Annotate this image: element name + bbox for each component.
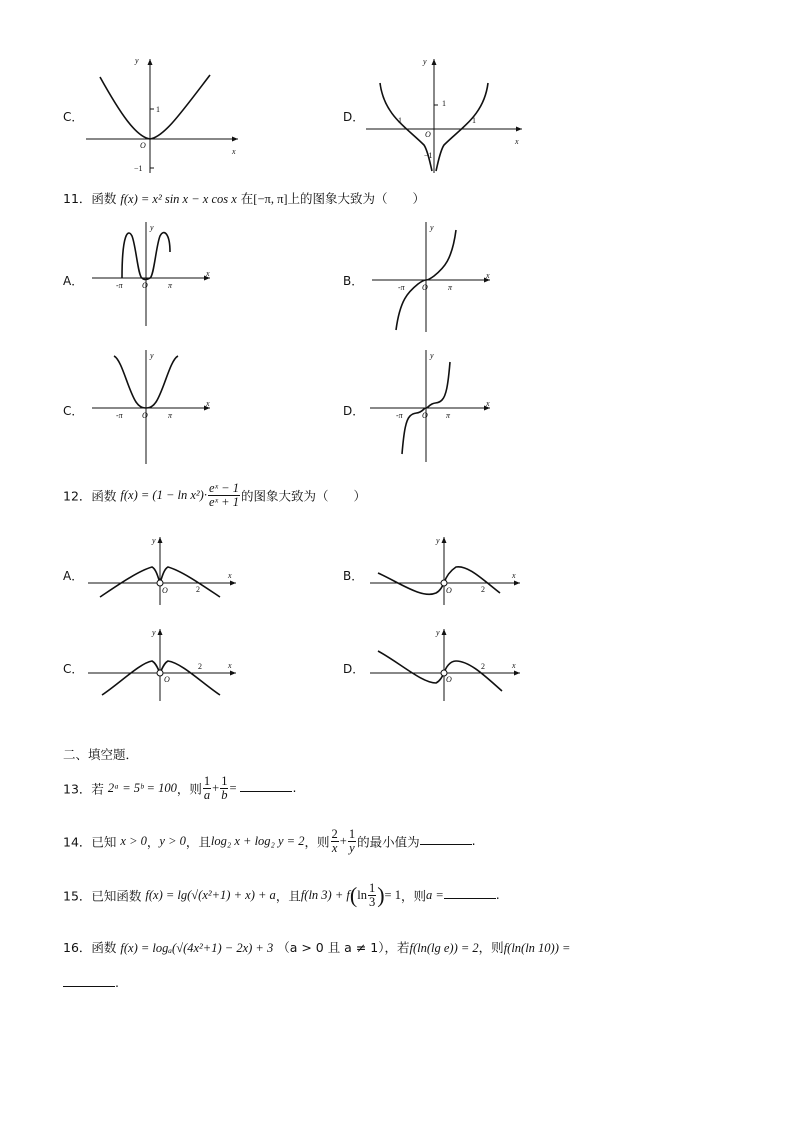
- q13-condition: 2ᵃ = 5ᵇ = 100: [107, 781, 177, 795]
- q15: 15．已知函数 f(x) = lg(√(x²+1) + x) + a，且f(ln 3) + f(ln $\frac{1}{3}$ )= 1，则a = .: [63, 881, 500, 909]
- svg-text:x: x: [206, 399, 210, 408]
- svg-text:O: O: [142, 411, 148, 420]
- svg-text:y: y: [152, 628, 156, 637]
- tick-1-x: 1: [472, 116, 476, 125]
- svg-text:x: x: [486, 399, 490, 408]
- q16-answer-line: .: [63, 975, 119, 990]
- tick-neg1: −1: [134, 164, 143, 173]
- graph-q10-d: [366, 55, 526, 175]
- svg-text:O: O: [422, 283, 428, 292]
- origin-label: O: [425, 130, 431, 139]
- graph-q11-d: [370, 350, 495, 465]
- q16-answer-blank[interactable]: [63, 976, 115, 987]
- graph-q11-b: [372, 222, 497, 334]
- curve-left: [378, 651, 444, 683]
- svg-text:y: y: [150, 223, 154, 232]
- q14-condition: log₂ x + log₂ y = 2: [210, 834, 305, 848]
- q12-option-c-label: C．: [63, 662, 84, 676]
- svg-text:x: x: [512, 571, 516, 580]
- hole-marker: [441, 670, 447, 676]
- svg-text:x: x: [512, 661, 516, 670]
- q12-option-a-label: A．: [63, 569, 84, 583]
- svg-text:x: x: [206, 269, 210, 278]
- q11-option-c-label: C．: [63, 404, 84, 418]
- x-label: x: [232, 147, 236, 156]
- q13-answer-blank[interactable]: [240, 781, 292, 792]
- tick-neg1-x: 1: [398, 116, 402, 125]
- graph-q11-a: [92, 222, 217, 330]
- svg-text:O: O: [422, 411, 428, 420]
- svg-text:y: y: [152, 536, 156, 545]
- svg-text:O: O: [164, 675, 170, 684]
- svg-text:x: x: [486, 271, 490, 280]
- q15-answer-blank[interactable]: [444, 888, 496, 899]
- curve-right: [160, 567, 220, 597]
- svg-text:2: 2: [481, 585, 485, 594]
- graph-q12-b: [370, 535, 530, 607]
- q14: 14．已知 x > 0，y > 0，且log₂ x + log₂ y = 2，则 $\frac{2}{x}$ + $\frac{1}{y}$ 的最小值为 .: [63, 827, 476, 855]
- svg-text:O: O: [446, 586, 452, 595]
- x-label: x: [515, 137, 519, 146]
- q12-func: f(x) = (1 − ln x²)·: [120, 488, 207, 502]
- option-c-label: C．: [63, 110, 84, 124]
- curve-left: [100, 567, 160, 597]
- y-label: y: [423, 57, 427, 66]
- y-label: y: [135, 56, 139, 65]
- q12-option-d-label: D．: [343, 662, 365, 676]
- q16-condition: （a > 0 且 a ≠ 1）: [277, 940, 385, 955]
- svg-text:π: π: [446, 411, 451, 420]
- section-heading: 二、填空题．: [63, 747, 139, 762]
- svg-text:2: 2: [198, 662, 202, 671]
- svg-text:π: π: [448, 283, 453, 292]
- svg-text:π: π: [168, 411, 173, 420]
- hole-marker: [157, 580, 163, 586]
- q12-stem: 12．函数 f(x) = (1 − ln x²)· $\frac{\text{eˣ − 1}}{\text{eˣ + 1}}$ 的图象大致为（ ）: [63, 481, 366, 509]
- curve: [100, 75, 210, 139]
- svg-text:2: 2: [481, 662, 485, 671]
- q16-func: f(x) = logₐ(√(4x²+1) − 2x) + 3: [120, 941, 274, 955]
- graph-q12-a: [88, 535, 248, 607]
- svg-text:2: 2: [196, 585, 200, 594]
- q14-answer-blank[interactable]: [420, 834, 472, 845]
- q11-option-b-label: B．: [343, 274, 364, 288]
- svg-text:y: y: [150, 351, 154, 360]
- tick-neg1: −1: [424, 151, 433, 160]
- svg-text:-π: -π: [398, 283, 405, 292]
- q11-option-d-label: D．: [343, 404, 365, 418]
- svg-text:-π: -π: [396, 411, 403, 420]
- svg-text:x: x: [228, 571, 232, 580]
- curve-right: [444, 661, 502, 691]
- svg-text:y: y: [430, 351, 434, 360]
- q16: 16．函数 f(x) = logₐ(√(4x²+1) − 2x) + 3 （a > 0 且 a ≠ 1），若f(ln(lg e)) = 2，则f(ln(ln 10)) =: [63, 940, 571, 955]
- graph-q12-d: [370, 625, 530, 705]
- q11-stem: 11．函数 f(x) = x² sin x − x cos x 在[−π, π]上的图象大致为（ ）: [63, 191, 426, 206]
- curve-right: [436, 83, 488, 171]
- graph-q12-c: [88, 625, 248, 705]
- q11-func: f(x) = x² sin x − x cos x: [120, 192, 237, 206]
- svg-text:-π: -π: [116, 281, 123, 290]
- q13: 13．若 2ᵃ = 5ᵇ = 100，则 $\frac{1}{a}$ + $\frac{1}{b}$ = .: [63, 774, 297, 802]
- svg-text:-π: -π: [116, 411, 123, 420]
- svg-text:x: x: [228, 661, 232, 670]
- svg-text:O: O: [162, 586, 168, 595]
- curve-right: [444, 567, 500, 593]
- q15-func: f(x) = lg(√(x²+1) + x) + a: [145, 888, 276, 902]
- svg-text:y: y: [436, 628, 440, 637]
- graph-q10-c: [86, 55, 246, 175]
- q11-option-a-label: A．: [63, 274, 84, 288]
- svg-text:y: y: [436, 536, 440, 545]
- curve-left: [102, 661, 160, 695]
- q11-interval: [−π, π]: [253, 192, 288, 206]
- tick-1: 1: [442, 99, 446, 108]
- origin-label: O: [140, 141, 146, 150]
- curve-left: [378, 573, 444, 594]
- svg-text:y: y: [430, 223, 434, 232]
- q12-option-b-label: B．: [343, 569, 364, 583]
- svg-text:O: O: [446, 675, 452, 684]
- option-d-label: D．: [343, 110, 365, 124]
- hole-marker: [157, 670, 163, 676]
- tick-1: 1: [156, 105, 160, 114]
- hole-marker: [441, 580, 447, 586]
- q12-fraction: $\frac{\text{eˣ − 1}}{\text{eˣ + 1}}$: [208, 481, 239, 509]
- svg-text:π: π: [168, 281, 173, 290]
- svg-text:O: O: [142, 281, 148, 290]
- graph-q11-c: [92, 350, 217, 465]
